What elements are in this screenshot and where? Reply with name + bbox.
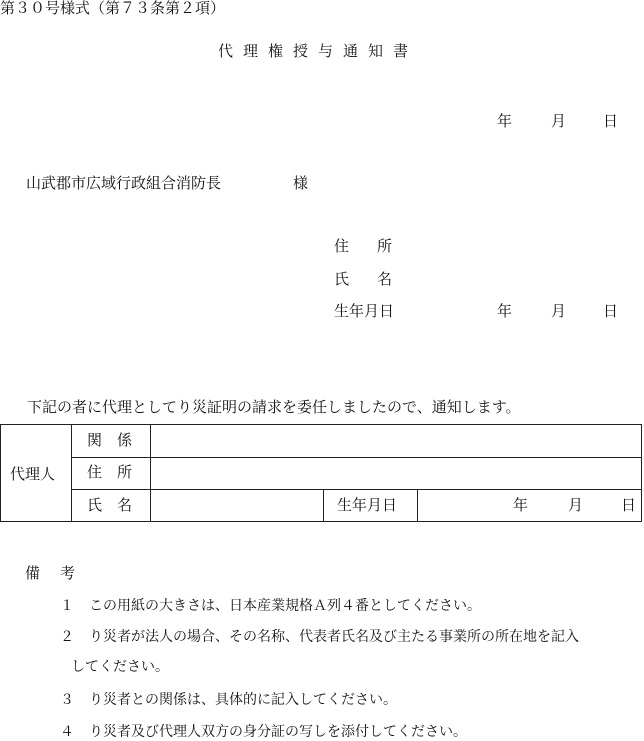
note-text: り災者及び代理人双方の身分証の写しを添付してください。 (89, 724, 467, 740)
agent-birthdate-label: 生年月日 (337, 496, 398, 514)
notes-heading: 備考 (25, 564, 96, 582)
table-divider (71, 425, 72, 521)
principal-birthdate-label: 生年月日 (334, 302, 395, 320)
date-day-label: 日 (603, 112, 619, 130)
agent-birth-day-label: 日 (621, 496, 637, 514)
note-text-continuation: してください。 (71, 659, 169, 675)
delegation-statement: 下記の者に代理としてり災証明の請求を委任しましたので、通知します。 (27, 398, 521, 416)
recipient-name: 山武郡市広域行政組合消防長 (26, 174, 222, 192)
agent-address-field[interactable] (151, 458, 641, 489)
agent-table (0, 424, 642, 522)
agent-relation-label: 関 係 (87, 431, 133, 449)
table-divider (323, 490, 324, 521)
agent-name-field[interactable] (151, 490, 323, 521)
note-text: り災者との関係は、具体的に記入してください。 (89, 692, 397, 708)
note-text: この用紙の大きさは、日本産業規格Ａ列４番としてください。 (89, 598, 481, 614)
note-text: り災者が法人の場合、その名称、代表者氏名及び主たる事業所の所在地を記入 (89, 629, 579, 645)
principal-birth-month-label: 月 (551, 302, 567, 320)
note-number: ３ (60, 692, 74, 708)
date-year-label: 年 (497, 112, 513, 130)
form-number: 第３０号様式（第７３条第２項） (0, 0, 226, 17)
note-number: １ (60, 598, 74, 614)
agent-address-label: 住 所 (87, 463, 133, 481)
note-number: ２ (60, 629, 74, 645)
recipient-honorific: 様 (293, 174, 309, 192)
agent-birth-year-label: 年 (513, 496, 529, 514)
principal-address-label: 住所 (334, 237, 421, 255)
agent-group-label: 代理人 (10, 465, 56, 483)
document-title: 代理権授与通知書 (218, 42, 419, 60)
date-month-label: 月 (551, 112, 567, 130)
table-divider (417, 490, 418, 521)
principal-name-label: 氏名 (334, 270, 421, 288)
principal-birth-year-label: 年 (497, 302, 513, 320)
agent-birth-month-label: 月 (568, 496, 584, 514)
principal-birth-day-label: 日 (603, 302, 619, 320)
note-number: ４ (60, 724, 74, 740)
agent-name-label: 氏 名 (87, 496, 133, 514)
agent-relation-field[interactable] (151, 425, 641, 456)
